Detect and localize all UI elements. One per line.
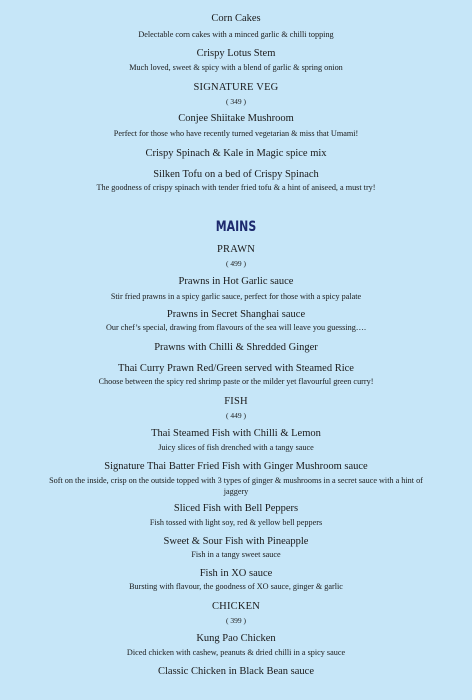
dish-description: Bursting with flavour, the goodness of XO sauce, ginger & garlic	[129, 582, 343, 591]
category-price: ( 449 )	[226, 411, 246, 420]
dish-description: Our chef’s special, drawing from flavours of the sea will leave you guessing….	[105, 323, 367, 332]
dish-description-continued: jaggery	[223, 487, 249, 496]
dish-name: Crispy Lotus Stem	[196, 48, 276, 59]
dish-name: Classic Chicken in Black Bean sauce	[158, 666, 314, 677]
category-price: ( 499 )	[226, 259, 246, 268]
category-price: ( 349 )	[226, 97, 246, 106]
category-title-signature-veg: SIGNATURE VEG	[193, 82, 279, 93]
dish-description: Fish tossed with light soy, red & yellow bell peppers	[149, 518, 323, 527]
dish-name: Prawns in Secret Shanghai sauce	[166, 309, 306, 320]
category-title-chicken: CHICKEN	[211, 601, 261, 612]
dish-name: Corn Cakes	[211, 13, 261, 24]
dish-name: Prawns with Chilli & Shredded Ginger	[154, 342, 318, 353]
category-title-fish: FISH	[224, 396, 248, 407]
dish-name: Silken Tofu on a bed of Crispy Spinach	[153, 169, 319, 180]
dish-name: Sweet & Sour Fish with Pineapple	[163, 536, 309, 547]
category-title-prawn: PRAWN	[216, 244, 256, 255]
dish-name: Kung Pao Chicken	[196, 633, 276, 644]
dish-description: Juicy slices of fish drenched with a tangy sauce	[158, 443, 314, 452]
dish-description: Diced chicken with cashew, peanuts & dried chilli in a spicy sauce	[126, 648, 346, 657]
dish-name: Conjee Shiitake Mushroom	[178, 113, 294, 124]
category-price: ( 399 )	[226, 616, 246, 625]
dish-name: Prawns in Hot Garlic sauce	[178, 276, 294, 287]
dish-description: Fish in a tangy sweet sauce	[191, 550, 281, 559]
dish-description: Stir fried prawns in a spicy garlic sauce, perfect for those with a spicy palate	[110, 292, 362, 301]
dish-name: Crispy Spinach & Kale in Magic spice mix	[145, 148, 327, 159]
dish-description: Perfect for those who have recently turned vegetarian & miss that Umami!	[113, 129, 359, 138]
dish-description: Choose between the spicy red shrimp paste or the milder yet flavourful green curry!	[98, 377, 374, 386]
dish-description: Soft on the inside, crisp on the outside topped with 3 types of ginger & mushrooms in a secret sauce with a hint of	[49, 476, 423, 485]
dish-name: Thai Steamed Fish with Chilli & Lemon	[151, 428, 321, 439]
dish-description: The goodness of crispy spinach with tender fried tofu & a hint of aniseed, a must try!	[96, 183, 376, 192]
dish-name: Fish in XO sauce	[199, 568, 273, 579]
section-heading-mains: MAINS	[215, 219, 257, 235]
dish-name: Sliced Fish with Bell Peppers	[173, 503, 299, 514]
dish-description: Delectable corn cakes with a minced garlic & chilli topping	[138, 30, 334, 39]
dish-name: Signature Thai Batter Fried Fish with Ginger Mushroom sauce	[104, 461, 368, 472]
dish-name: Thai Curry Prawn Red/Green served with Steamed Rice	[118, 363, 354, 374]
dish-description: Much loved, sweet & spicy with a blend of garlic & spring onion	[129, 63, 343, 72]
